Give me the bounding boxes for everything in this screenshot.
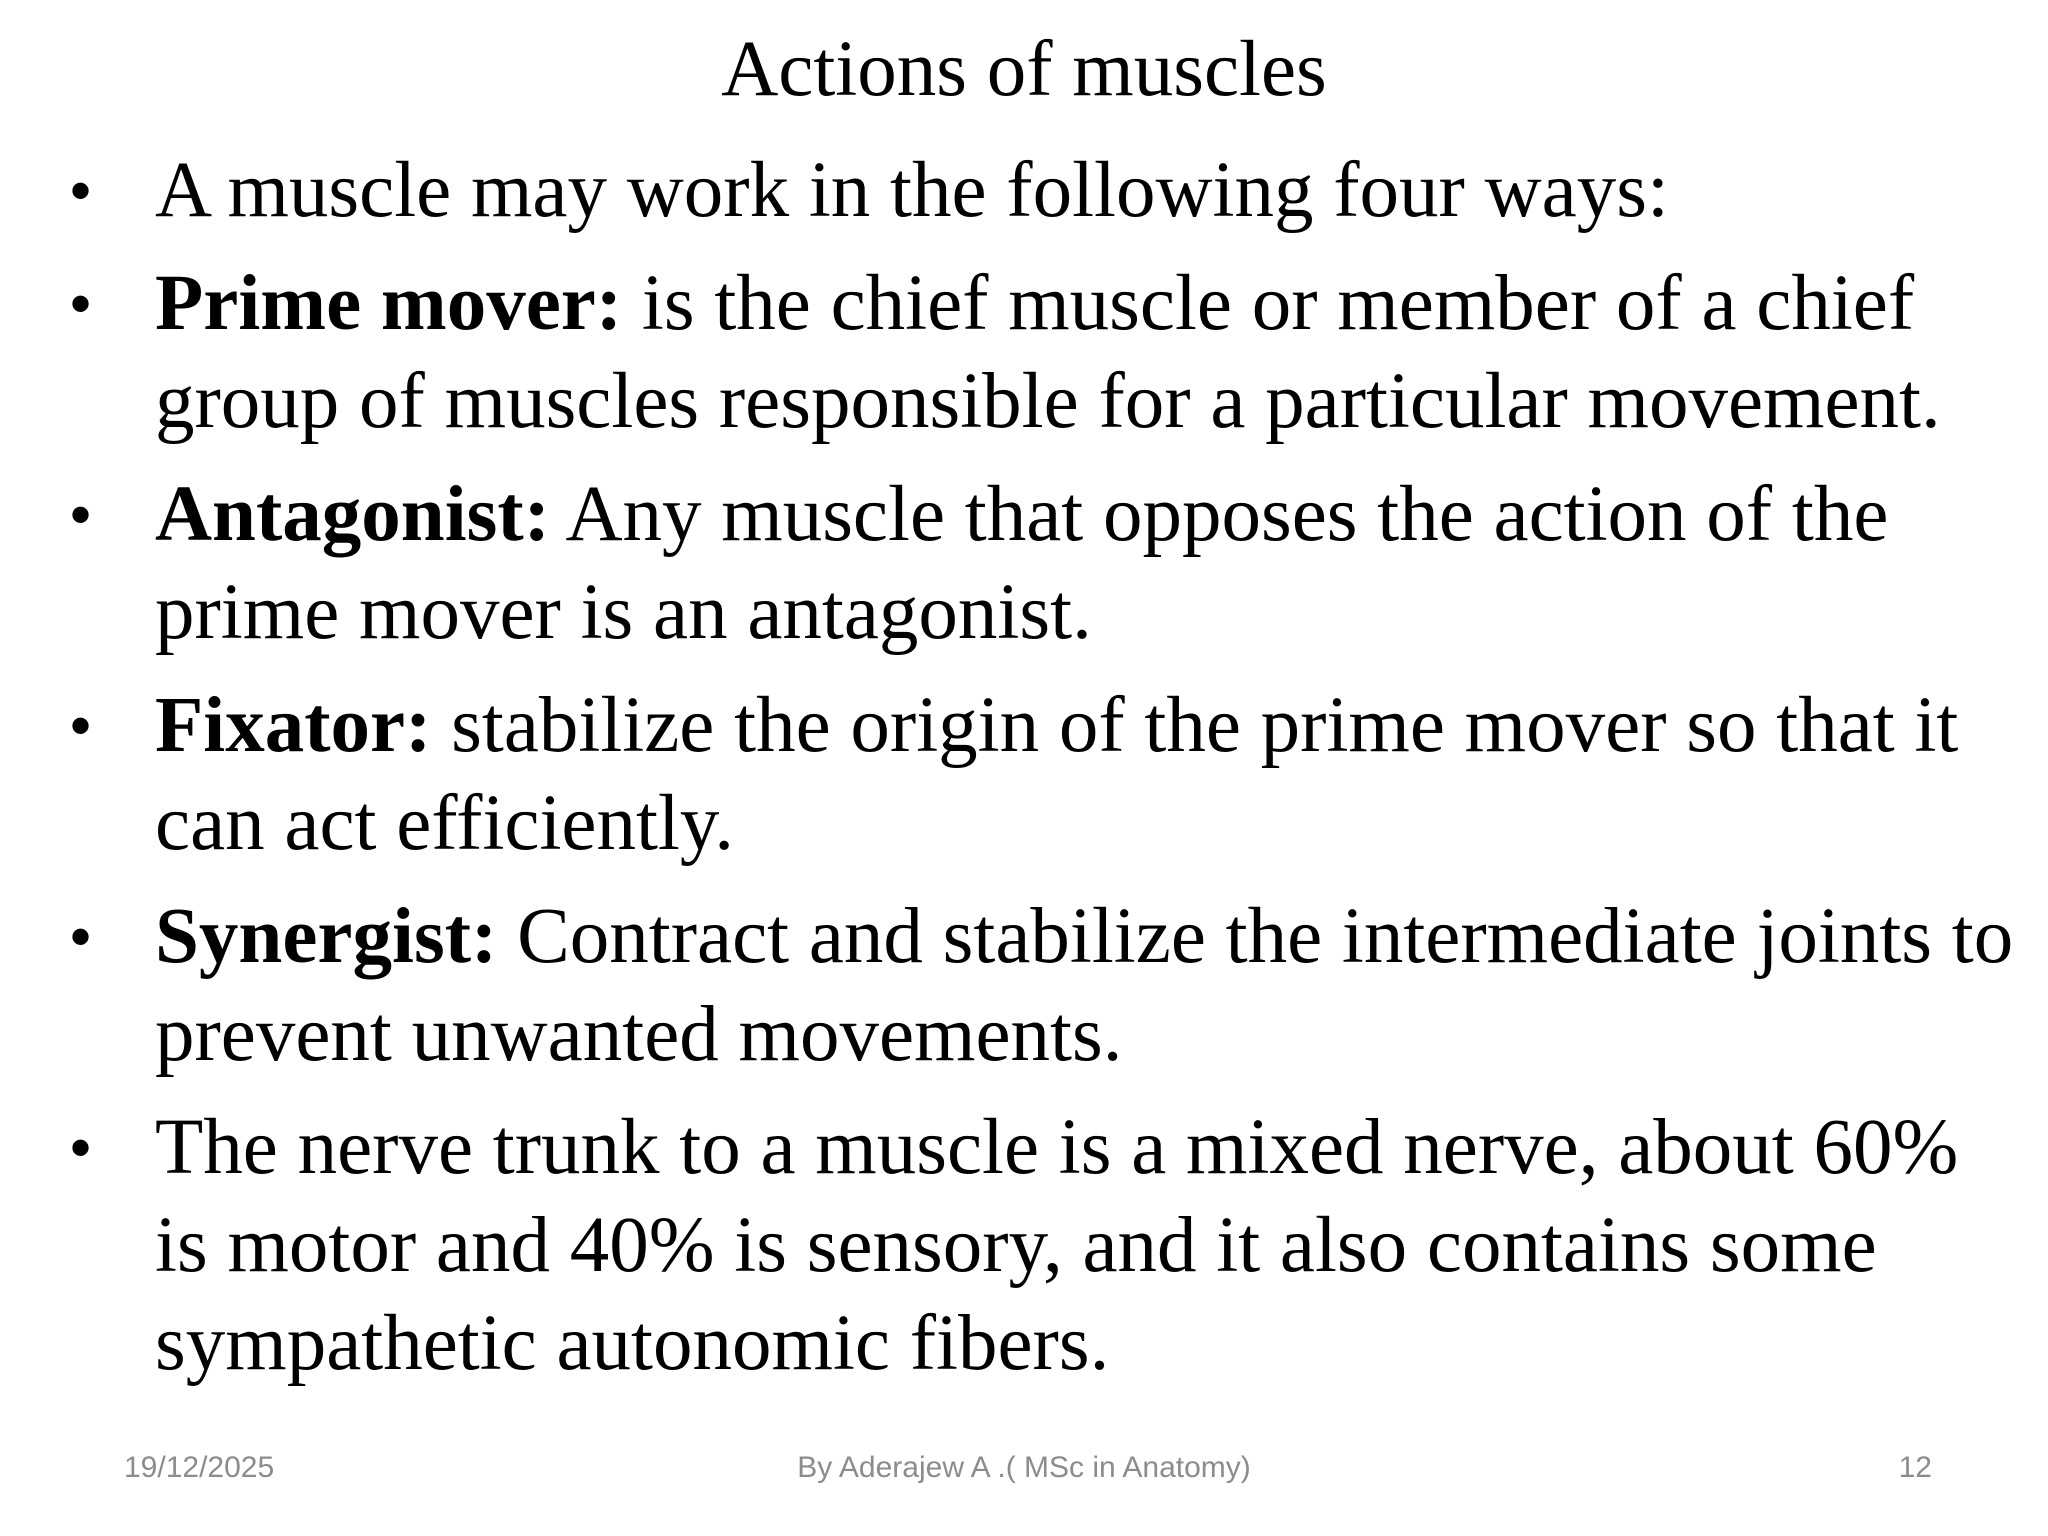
bullet-list	[0, 142, 2048, 1408]
bullet-dot-icon: •	[70, 692, 92, 759]
bullet-text: A muscle may work in the following four ways:	[155, 147, 1669, 234]
bullet-term: Antagonist:	[155, 471, 551, 558]
bullet-item	[0, 677, 2048, 873]
bullet-term: Synergist:	[155, 893, 498, 980]
bullet-dot-icon: •	[70, 481, 92, 548]
footer-page-number: 12	[1898, 1451, 1932, 1484]
bullet-text: stabilize the origin of the prime mover so that it can act efficiently.	[155, 682, 1959, 867]
footer-author: By Aderajew A .( MSc in Anatomy)	[797, 1451, 1251, 1484]
bullet-text: Any muscle that opposes the action of the prime mover is an antagonist.	[155, 471, 1889, 656]
bullet-item	[0, 1099, 2048, 1393]
bullet-text: is the chief muscle or member of a chief group of muscles responsible for a particular movement.	[155, 260, 1941, 445]
bullet-dot-icon: •	[70, 270, 92, 337]
bullet-dot-icon: •	[70, 903, 92, 970]
footer-date: 19/12/2025	[124, 1451, 275, 1484]
bullet-dot-icon: •	[70, 1114, 92, 1181]
slide-title: Actions of muscles	[721, 26, 1327, 113]
bullet-term: Fixator:	[155, 682, 432, 769]
bullet-text: The nerve trunk to a muscle is a mixed nerve, about 60% is motor and 40% is sensory, and it also contains some sympathetic autonomic fibers.	[155, 1104, 1959, 1387]
bullet-item	[0, 888, 2048, 1084]
bullet-item	[0, 142, 2048, 240]
bullet-dot-icon: •	[70, 157, 92, 224]
bullet-term: Prime mover:	[155, 260, 623, 347]
bullet-item	[0, 255, 2048, 451]
bullet-text: Contract and stabilize the intermediate joints to prevent unwanted movements.	[155, 893, 2014, 1078]
bullet-item	[0, 466, 2048, 662]
